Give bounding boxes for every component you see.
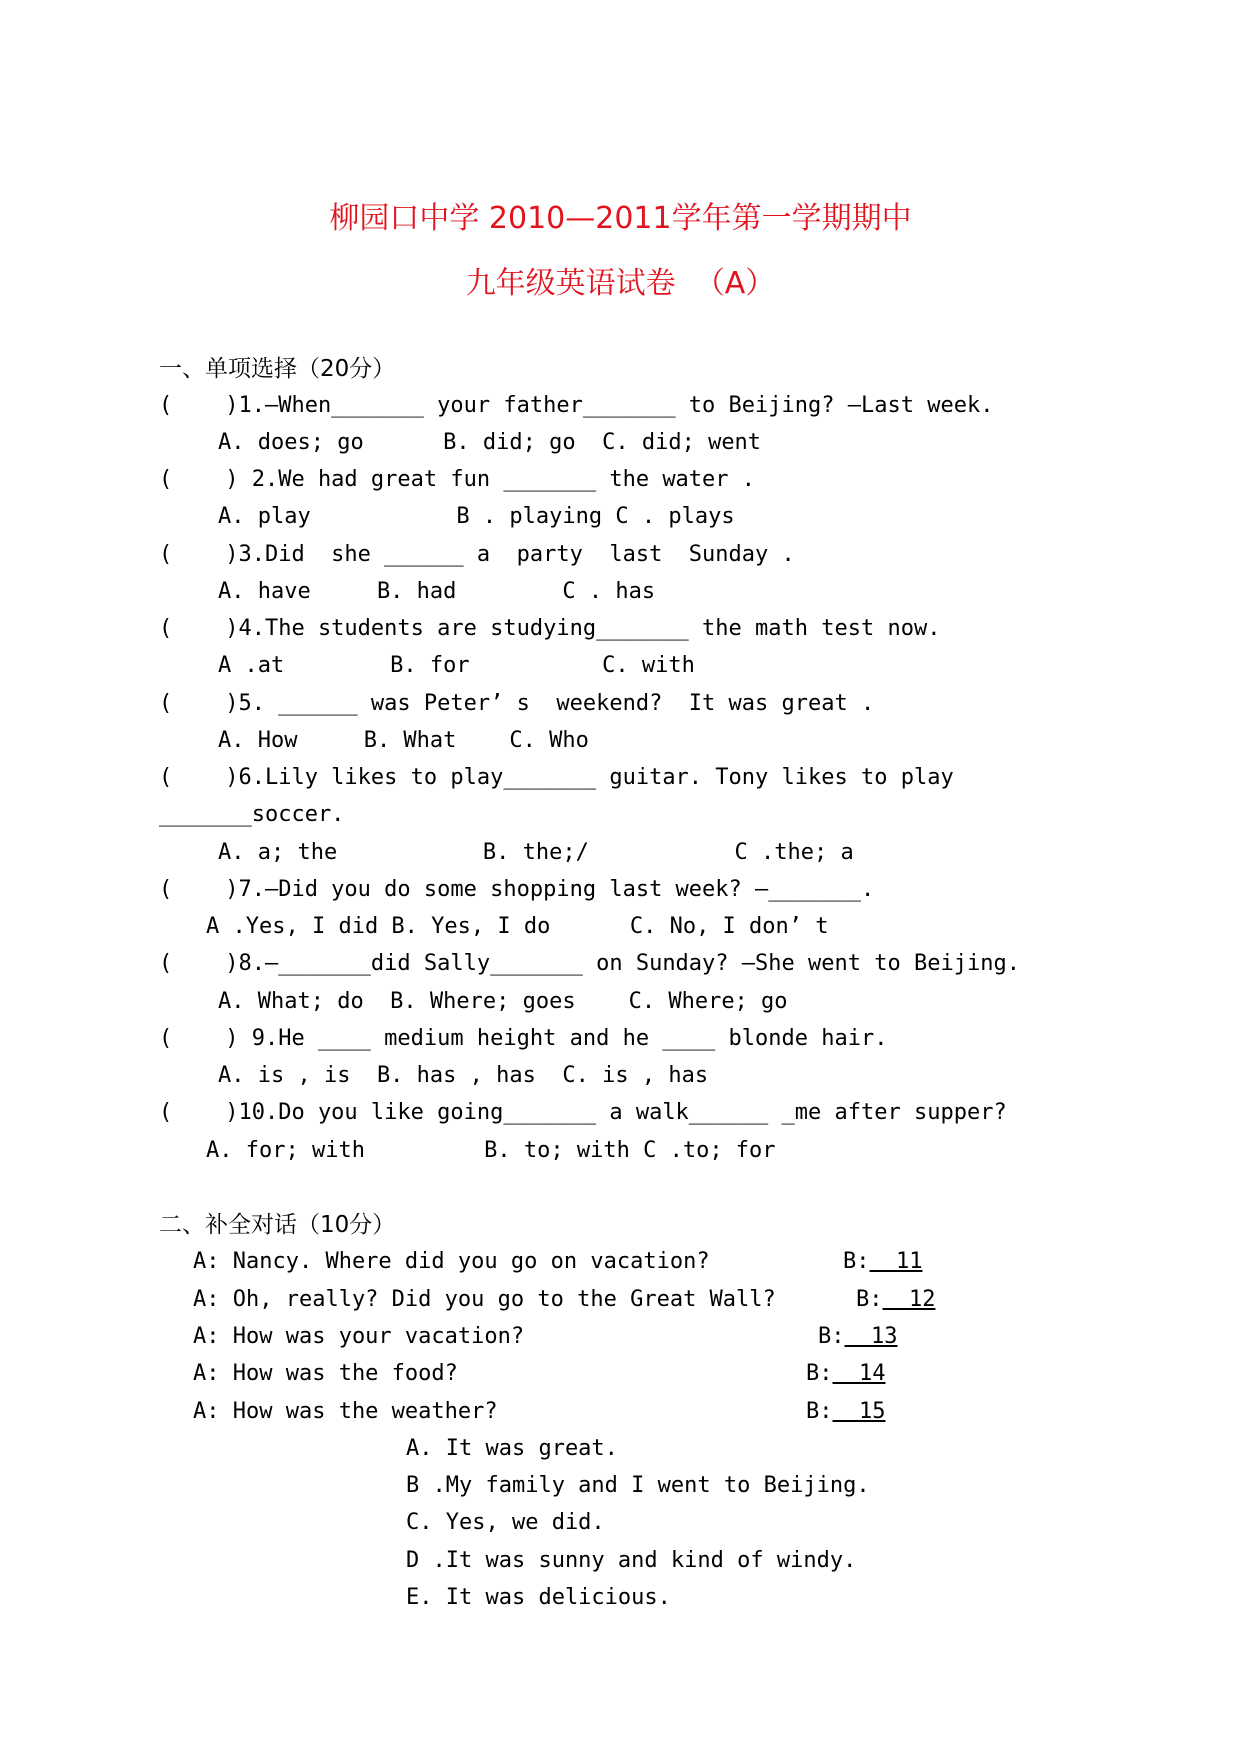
- dialog-line-3: A: How was your vacation?: [193, 1324, 525, 1349]
- question-1: ( )1.—When_______ your father_______ to Beijing? —Last week.: [159, 393, 994, 418]
- blank-11: 11: [869, 1249, 923, 1274]
- dialog-b-label: B:: [806, 1361, 833, 1386]
- question-3-options: A. have B. had C . has: [218, 579, 656, 604]
- question-7: ( )7.—Did you do some shopping last week? —_______.: [159, 877, 875, 902]
- question-9: ( ) 9.He ____ medium height and he ____ blonde hair.: [159, 1026, 888, 1051]
- question-8-options: A. What; do B. Where; goes C. Where; go: [218, 989, 788, 1014]
- section1-heading: 一、单项选择（20分）: [159, 356, 396, 382]
- question-4-options: A .at B. for C. with: [218, 653, 695, 678]
- blank-15: 15: [832, 1399, 886, 1424]
- dialog-answer-14: [806, 1360, 885, 1388]
- question-10: ( )10.Do you like going_______ a walk______ _me after supper?: [159, 1100, 1007, 1125]
- question-9-options: A. is , is B. has , has C. is , has: [218, 1063, 709, 1088]
- question-6-options: A. a; the B. the;/ C .the; a: [218, 840, 854, 865]
- choice-b: B .My family and I went to Beijing.: [406, 1473, 870, 1498]
- dialog-b-label: B:: [856, 1287, 883, 1312]
- choice-d: D .It was sunny and kind of windy.: [406, 1548, 857, 1573]
- question-2: ( ) 2.We had great fun _______ the water .: [159, 467, 756, 492]
- question-6-continued: _______soccer.: [159, 802, 345, 827]
- dialog-b-label: B:: [806, 1399, 833, 1424]
- question-1-options: A. does; go B. did; go C. did; went: [218, 430, 762, 455]
- question-4: ( )4.The students are studying_______ the math test now.: [159, 616, 941, 641]
- question-7-options: A .Yes, I did B. Yes, I do C. No, I don’ t: [206, 914, 829, 939]
- question-5-options: A. How B. What C. Who: [218, 728, 589, 753]
- choice-e: E. It was delicious.: [406, 1585, 671, 1610]
- dialog-line-5: A: How was the weather?: [193, 1399, 498, 1424]
- dialog-answer-15: [806, 1398, 885, 1426]
- question-5: ( )5. ______ was Peter’ s weekend? It was great .: [159, 691, 875, 716]
- blank-12: 12: [882, 1287, 936, 1312]
- dialog-b-label: B:: [818, 1324, 845, 1349]
- question-6: ( )6.Lily likes to play_______ guitar. Tony likes to play: [159, 765, 954, 790]
- blank-13: 13: [844, 1324, 898, 1349]
- question-2-options: A. play B . playing C . plays: [218, 504, 735, 529]
- dialog-line-1: A: Nancy. Where did you go on vacation?: [193, 1249, 710, 1274]
- choice-c: C. Yes, we did.: [406, 1510, 605, 1535]
- question-8: ( )8.—_______did Sally_______ on Sunday? —She went to Beijing.: [159, 951, 1020, 976]
- dialog-answer-12: [856, 1286, 935, 1314]
- choice-a: A. It was great.: [406, 1436, 618, 1461]
- question-3: ( )3.Did she ______ a party last Sunday .: [159, 542, 795, 567]
- dialog-line-2: A: Oh, really? Did you go to the Great Wall?: [193, 1287, 776, 1312]
- dialog-answer-11: [843, 1248, 922, 1276]
- exam-title-line1: 柳园口中学 2010—2011学年第一学期期中: [329, 201, 912, 236]
- section2-heading: 二、补全对话（10分）: [159, 1212, 396, 1238]
- exam-title-line2: 九年级英语试卷 （A）: [465, 266, 776, 301]
- dialog-b-label: B:: [843, 1249, 870, 1274]
- dialog-answer-13: [818, 1323, 897, 1351]
- blank-14: 14: [832, 1361, 886, 1386]
- dialog-line-4: A: How was the food?: [193, 1361, 458, 1386]
- question-10-options: A. for; with B. to; with C .to; for: [206, 1138, 776, 1163]
